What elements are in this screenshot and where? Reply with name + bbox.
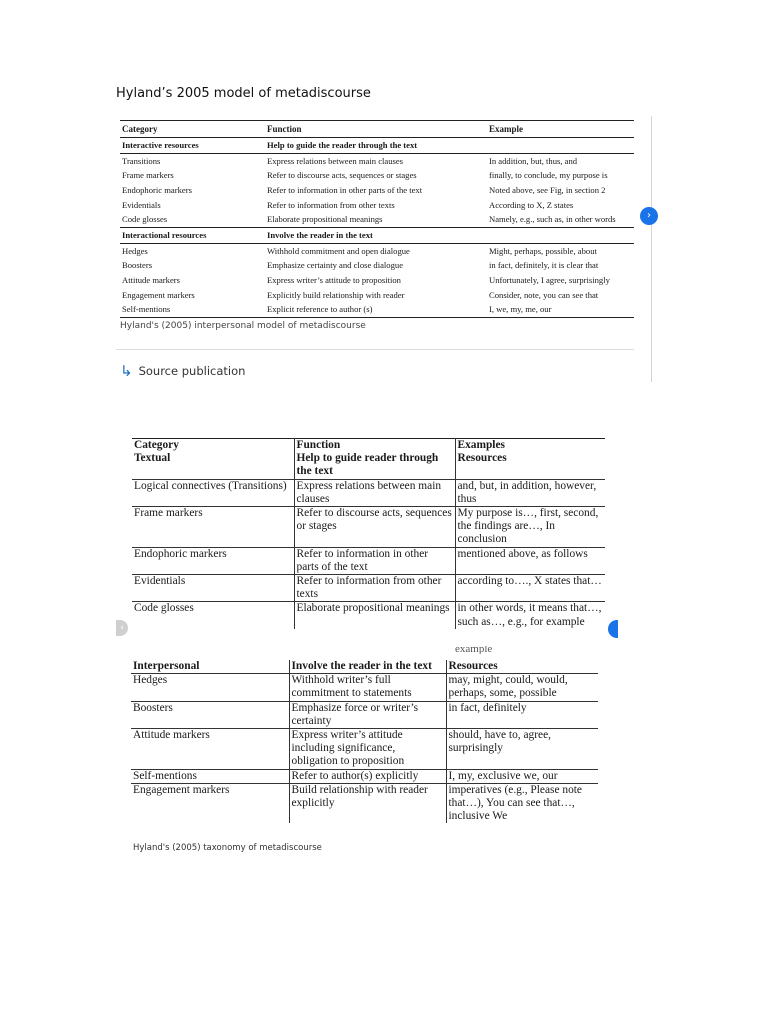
cell-category: Code glosses xyxy=(122,214,168,225)
cell-function: Elaborate propositional meanings xyxy=(267,214,383,225)
cell-example: Namely, e.g., such as, in other words xyxy=(489,214,616,225)
table-row xyxy=(131,729,598,770)
cell-category: Hedges xyxy=(131,674,289,701)
cell-category: Boosters xyxy=(131,701,289,728)
cell-category: Engagement markers xyxy=(122,289,195,300)
group-row-interpersonal xyxy=(131,660,598,674)
cell-category: Hedges xyxy=(122,245,148,256)
cell-category: Endophoric markers xyxy=(122,184,192,195)
cell-category: Attitude markers xyxy=(122,275,180,286)
cell-function: Build relationship with reader explicitly xyxy=(289,783,446,823)
cell-function: Emphasize force or writer’s certainty xyxy=(289,701,446,728)
table-row xyxy=(132,507,605,548)
cell-example: and, but, in addition, however, thus xyxy=(455,479,605,506)
group-function: Help to guide the reader through the text xyxy=(265,138,487,154)
table-header-row xyxy=(132,439,605,453)
group-resources: Resources xyxy=(446,660,598,674)
group-title: Textual xyxy=(132,452,294,479)
cell-category: Boosters xyxy=(122,260,153,271)
cell-function: Explicitly build relationship with reader xyxy=(267,289,405,300)
cell-example: may, might, could, would, perhaps, some, possible xyxy=(446,674,598,701)
source-publication-link[interactable] xyxy=(120,364,245,378)
cell-category: Frame markers xyxy=(132,507,294,548)
cell-example: My purpose is…, first, second, the findings are…, In conclusion xyxy=(455,507,605,548)
divider xyxy=(116,349,634,350)
group-row-interactive xyxy=(120,138,634,154)
cell-category: Self-mentions xyxy=(131,769,289,783)
table-row xyxy=(120,153,634,168)
cell-category: Evidentials xyxy=(122,199,161,210)
group-row-interactional xyxy=(120,228,634,244)
header-example: Example xyxy=(487,121,634,138)
group-title: Interpersonal xyxy=(131,660,289,674)
cell-example: in fact, definitely xyxy=(446,701,598,728)
table-row xyxy=(132,575,605,602)
table-row xyxy=(120,288,634,303)
textual-table xyxy=(132,438,605,629)
figure-caption: Hyland's (2005) taxonomy of metadiscourse xyxy=(133,843,322,853)
table-row xyxy=(120,198,634,213)
table-row xyxy=(120,243,634,258)
cell-category: Logical connectives (Transitions) xyxy=(132,479,294,506)
cell-example: Noted above, see Fig, in section 2 xyxy=(489,184,606,195)
table-row xyxy=(131,783,598,823)
header-function: Function xyxy=(265,121,487,138)
clipped-text: example xyxy=(455,646,493,654)
divider xyxy=(651,116,652,382)
cell-example: In addition, but, thus, and xyxy=(489,155,578,166)
cell-function: Express relations between main clauses xyxy=(267,155,404,166)
table-row xyxy=(120,303,634,318)
header-function: Function xyxy=(294,439,455,453)
cell-category: Attitude markers xyxy=(131,729,289,770)
table-row xyxy=(131,769,598,783)
page-heading: Hyland’s 2005 model of metadiscourse xyxy=(116,86,371,101)
header-category: Category xyxy=(120,121,265,138)
group-function: Involve the reader in the text xyxy=(289,660,446,674)
chevron-left-icon[interactable]: ‹ xyxy=(116,620,128,636)
table-header-row xyxy=(120,121,634,138)
cell-function: Explicit reference to author (s) xyxy=(265,303,487,318)
next-tab-icon[interactable] xyxy=(608,620,618,638)
group-title: Interactive resources xyxy=(120,138,265,154)
table-row xyxy=(120,212,634,227)
cell-category: Endophoric markers xyxy=(132,547,294,574)
group-example xyxy=(487,228,634,244)
group-function: Involve the reader in the text xyxy=(265,228,487,244)
cell-function: Refer to information from other texts xyxy=(294,575,455,602)
cell-category: Code glosses xyxy=(132,602,294,629)
group-example xyxy=(487,138,634,154)
cell-example: according to…., X states that… xyxy=(455,575,605,602)
table-row xyxy=(131,701,598,728)
cell-category: Transitions xyxy=(122,155,161,166)
cell-example: should, have to, agree, surprisingly xyxy=(446,729,598,770)
cell-example: According to X, Z states xyxy=(489,199,574,210)
group-title: Interactional resources xyxy=(120,228,265,244)
cell-function: Withhold commitment and open dialogue xyxy=(267,245,410,256)
cell-example: Consider, note, you can see that xyxy=(489,289,599,300)
table-row xyxy=(132,602,605,629)
cell-category: Evidentials xyxy=(132,575,294,602)
cell-function: Express writer’s attitude to proposition xyxy=(267,275,401,286)
table-row xyxy=(131,674,598,701)
arrow-return-icon: ↳ xyxy=(120,362,133,380)
cell-category: Engagement markers xyxy=(131,783,289,823)
header-examples: Examples xyxy=(455,439,605,453)
figure-screenshot-1 xyxy=(116,116,652,384)
cell-example: I, we, my, me, our xyxy=(487,303,634,318)
cell-example: I, my, exclusive we, our xyxy=(446,769,598,783)
table-row xyxy=(132,547,605,574)
source-publication-label: Source publication xyxy=(138,364,246,378)
cell-function: Refer to discourse acts, sequences or stages xyxy=(294,507,455,548)
cell-category: Self-mentions xyxy=(120,303,265,318)
cell-function: Express writer’s attitude including significance, obligation to proposition xyxy=(289,729,446,770)
table-row xyxy=(120,259,634,274)
cell-function: Emphasize certainty and close dialogue xyxy=(267,260,404,271)
table-row xyxy=(120,168,634,183)
cell-function: Refer to information from other texts xyxy=(267,199,395,210)
cell-example: imperatives (e.g., Please note that…), You can see that…, inclusive We xyxy=(448,783,582,823)
interpersonal-table xyxy=(131,660,598,823)
cell-function: Elaborate propositional meanings xyxy=(294,602,455,629)
cell-function: Refer to discourse acts, sequences or stages xyxy=(267,170,417,181)
cell-example: in fact, definitely, it is clear that xyxy=(489,260,599,271)
cell-example: in other words, it means that…, such as…, e.g., for example xyxy=(457,602,602,628)
cell-example: finally, to conclude, my purpose is xyxy=(489,170,608,181)
cell-example: Might, perhaps, possible, about xyxy=(489,245,597,256)
cell-function: Express relations between main clauses xyxy=(294,479,455,506)
figure-caption: Hyland's (2005) interpersonal model of metadiscourse xyxy=(120,321,366,331)
group-row-textual xyxy=(132,452,605,479)
cell-function: Refer to information in other parts of the text xyxy=(294,547,455,574)
cell-function: Refer to author(s) explicitly xyxy=(289,769,446,783)
cell-example: Unfortunately, I agree, surprisingly xyxy=(489,275,610,286)
table-row xyxy=(132,479,605,506)
cell-category: Frame markers xyxy=(122,170,174,181)
table-row xyxy=(120,183,634,198)
group-resources: Resources xyxy=(455,452,605,479)
chevron-right-icon[interactable]: › xyxy=(640,207,658,225)
table-row xyxy=(120,273,634,288)
cell-example: mentioned above, as follows xyxy=(455,547,605,574)
header-category: Category xyxy=(132,439,294,453)
cell-function: Refer to information in other parts of the text xyxy=(267,184,423,195)
cell-function: Withhold writer’s full commitment to statements xyxy=(289,674,446,701)
metadiscourse-table xyxy=(120,120,634,318)
group-function: Help to guide reader through the text xyxy=(294,452,455,479)
